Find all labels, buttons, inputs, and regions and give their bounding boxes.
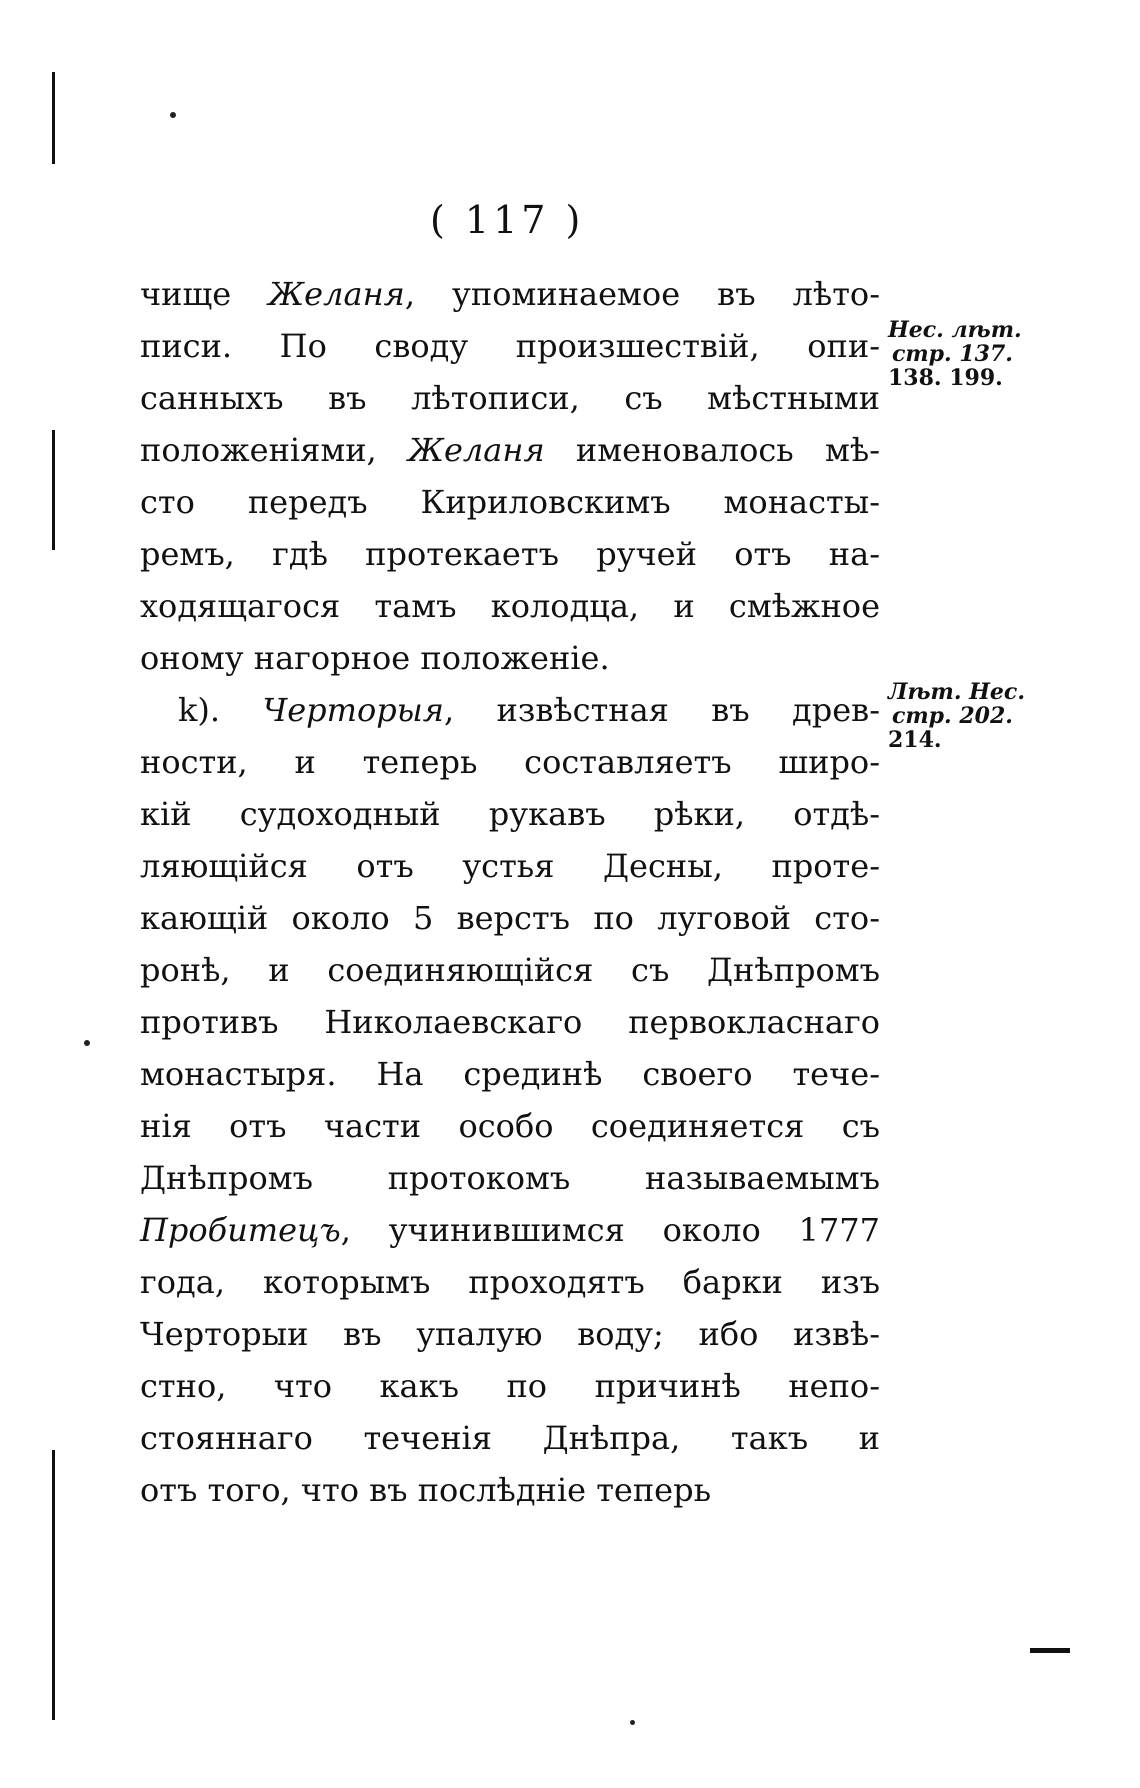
text-line: кающій около 5 верстъ по луговой сто- [140,899,880,937]
text-line: монастыря. На срединѣ своего тече- [140,1055,880,1093]
text-line: ности, и теперь составляетъ широ- [140,743,880,781]
text-line: Пробитецъ, учинившимся около 1777 [140,1211,880,1249]
speck [84,1040,90,1046]
body-text [140,268,880,1516]
text-line: сто передъ Кириловскимъ монасты- [140,483,880,521]
left-edge-rule-mid [52,430,55,550]
right-edge-dash [1030,1648,1070,1653]
margin-note-line: 214. [888,727,942,753]
text-line: ремъ, гдѣ протекаетъ ручей отъ на- [140,535,880,573]
text-line: ронѣ, и соединяющійся съ Днѣпромъ [140,951,880,989]
text-line: положеніями, Желаня именовалось мѣ- [140,431,881,469]
margin-note-line: 138. 199. [888,365,1003,391]
text-line: чище Желаня, упоминаемое въ лѣто- [140,275,880,313]
left-edge-rule-top [52,72,55,164]
margin-note-line: Нес. лѣт. [888,317,1022,343]
page-number: ( 117 ) [430,198,585,242]
text-line: ляющійся отъ устья Десны, проте- [140,847,880,885]
margin-note [888,680,1025,752]
left-edge-rule-bottom [52,1450,55,1720]
text-line: отъ того, что въ послѣдніе теперь [140,1471,712,1509]
text-line: кій судоходный рукавъ рѣки, отдѣ- [140,795,880,833]
margin-note-line: стр. 137. [892,341,1013,367]
text-line: k). Черторыя, извѣстная въ древ- [178,691,881,729]
margin-note-line: Лѣт. Нес. [888,679,1025,705]
text-line: стно, что какъ по причинѣ непо- [140,1367,880,1405]
text-line: писи. По своду произшествій, опи- [140,327,880,365]
text-line: санныхъ въ лѣтописи, съ мѣстными [140,379,880,417]
text-line: Черторыи въ упалую воду; ибо извѣ- [140,1315,880,1353]
text-line: оному нагорное положеніе. [140,639,610,677]
margin-note-line: стр. 202. [892,703,1013,729]
text-line: Днѣпромъ протокомъ называемымъ [140,1159,880,1197]
text-line: противъ Николаевскаго первокласнаго [140,1003,880,1041]
text-line: нія отъ части особо соединяется съ [140,1107,880,1145]
margin-note [888,318,1022,390]
text-line: стояннаго теченія Днѣпра, такъ и [140,1419,880,1457]
speck [630,1720,635,1725]
text-line: года, которымъ проходятъ барки изъ [140,1263,880,1301]
text-line: ходящагося тамъ колодца, и смѣжное [140,587,880,625]
speck [170,112,176,118]
